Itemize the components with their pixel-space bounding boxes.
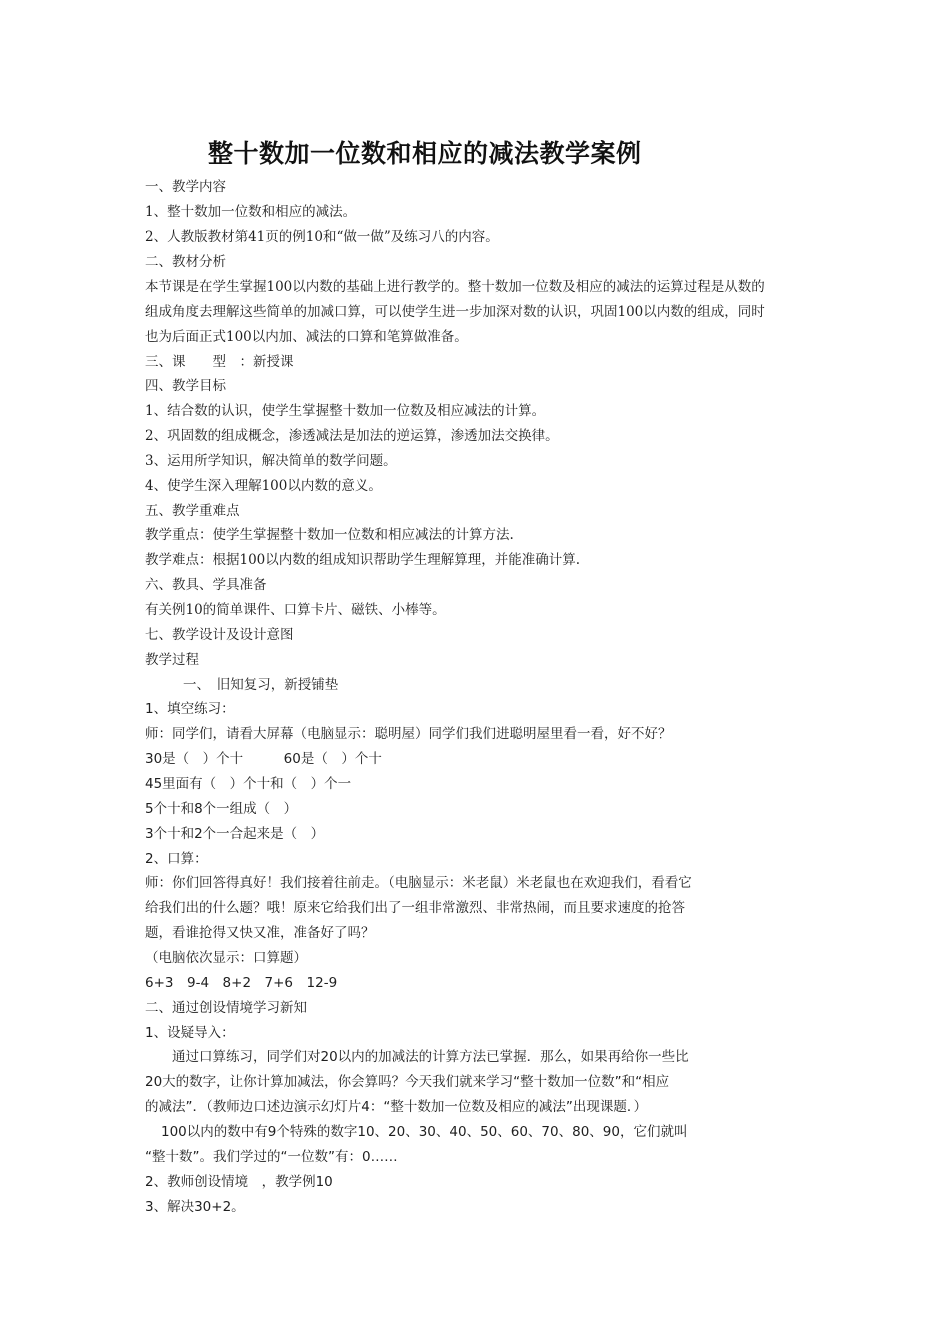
- subsection-heading: 一、 旧知复习，新授铺垫: [183, 677, 339, 693]
- section-heading: 一、教学内容: [145, 179, 226, 195]
- section-heading: 七、教学设计及设计意图: [145, 627, 294, 643]
- paragraph-line: 师：你们回答得真好！我们接着往前走。（电脑显示：米老鼠）米老鼠也在欢迎我们，看看它: [145, 875, 692, 891]
- section-heading: 四、教学目标: [145, 378, 226, 394]
- paragraph-line: 45里面有（ ）个十和（ ）个一: [145, 776, 352, 792]
- page-title: 整十数加一位数和相应的减法教学案例: [208, 139, 642, 168]
- paragraph-line: 有关例10的简单课件、口算卡片、磁铁、小棒等。: [145, 602, 446, 618]
- paragraph-line: 通过口算练习，同学们对20以内的加减法的计算方法已掌握．那么，如果再给你一些比: [172, 1049, 689, 1065]
- paragraph-line: 1、结合数的认识，使学生掌握整十数加一位数及相应减法的计算。: [145, 403, 546, 419]
- paragraph-line: 题，看谁抢得又快又准，准备好了吗？: [145, 925, 375, 941]
- paragraph-line: 教学难点：根据100以内数的组成知识帮助学生理解算理，并能准确计算.: [145, 552, 581, 568]
- paragraph-line: 教学重点：使学生掌握整十数加一位数和相应减法的计算方法.: [145, 527, 514, 543]
- paragraph-line: 20大的数字，让你计算加减法，你会算吗？今天我们就来学习“整十数加一位数”和“相应: [145, 1074, 670, 1090]
- paragraph-line: 1、设疑导入：: [145, 1025, 235, 1041]
- paragraph-line: 2、巩固数的组成概念，渗透减法是加法的逆运算，渗透加法交换律。: [145, 428, 559, 444]
- paragraph-line: 5个十和8个一组成（ ）: [145, 801, 298, 817]
- paragraph-line: 1、填空练习：: [145, 701, 235, 717]
- paragraph-line: 3、解决30+2。: [145, 1199, 245, 1215]
- section-heading: 六、教具、学具准备: [145, 577, 267, 593]
- section-heading: 二、教材分析: [145, 254, 226, 270]
- paragraph-line: 给我们出的什么题？哦！原来它给我们出了一组非常激烈、非常热闹，而且要求速度的抢答: [145, 900, 685, 916]
- paragraph-line: 2、教师创设情境 ，教学例10: [145, 1174, 333, 1190]
- paragraph-line: 2、人教版教材第41页的例10和“做一做”及练习八的内容。: [145, 229, 499, 245]
- paragraph-line: 3、运用所学知识，解决简单的数学问题。: [145, 453, 397, 469]
- section-heading: 三、课 型 ：新授课: [145, 354, 294, 370]
- paragraph-line: 100以内的数中有9个特殊的数字10、20、30、40、50、60、70、80、90，它们就叫: [161, 1124, 688, 1140]
- paragraph-line: （电脑依次显示：口算题）: [145, 950, 307, 966]
- paragraph-line: 1、整十数加一位数和相应的减法。: [145, 204, 357, 220]
- section-heading: 五、教学重难点: [145, 503, 240, 519]
- paragraph-line: 组成角度去理解这些简单的加减口算，可以使学生进一步加深对数的认识，巩固100以内数的组成，同时: [145, 304, 765, 320]
- paragraph-line: “整十数”。我们学过的“一位数”有：0……: [145, 1149, 398, 1165]
- paragraph-line: 师：同学们，请看大屏幕（电脑显示：聪明屋）同学们我们进聪明屋里看一看，好不好？: [145, 726, 672, 742]
- paragraph-line: 4、使学生深入理解100以内数的意义。: [145, 478, 382, 494]
- paragraph-line: 的减法”．（教师边口述边演示幻灯片4：“整十数加一位数及相应的减法”出现课题．）: [145, 1099, 648, 1115]
- section-heading: 二、通过创设情境学习新知: [145, 1000, 307, 1016]
- paragraph-line: 3个十和2个一合起来是（ ）: [145, 826, 325, 842]
- paragraph-line: 本节课是在学生掌握100以内数的基础上进行教学的。整十数加一位数及相应的减法的运算过程是从数的: [145, 279, 765, 295]
- paragraph-line: 也为后面正式100以内加、减法的口算和笔算做准备。: [145, 329, 468, 345]
- paragraph-line: 6+3 9-4 8+2 7+6 12-9: [145, 975, 338, 991]
- paragraph-line: 30是（ ）个十 60是（ ）个十: [145, 751, 382, 767]
- paragraph-line: 2、口算：: [145, 851, 208, 867]
- section-heading: 教学过程: [145, 652, 199, 668]
